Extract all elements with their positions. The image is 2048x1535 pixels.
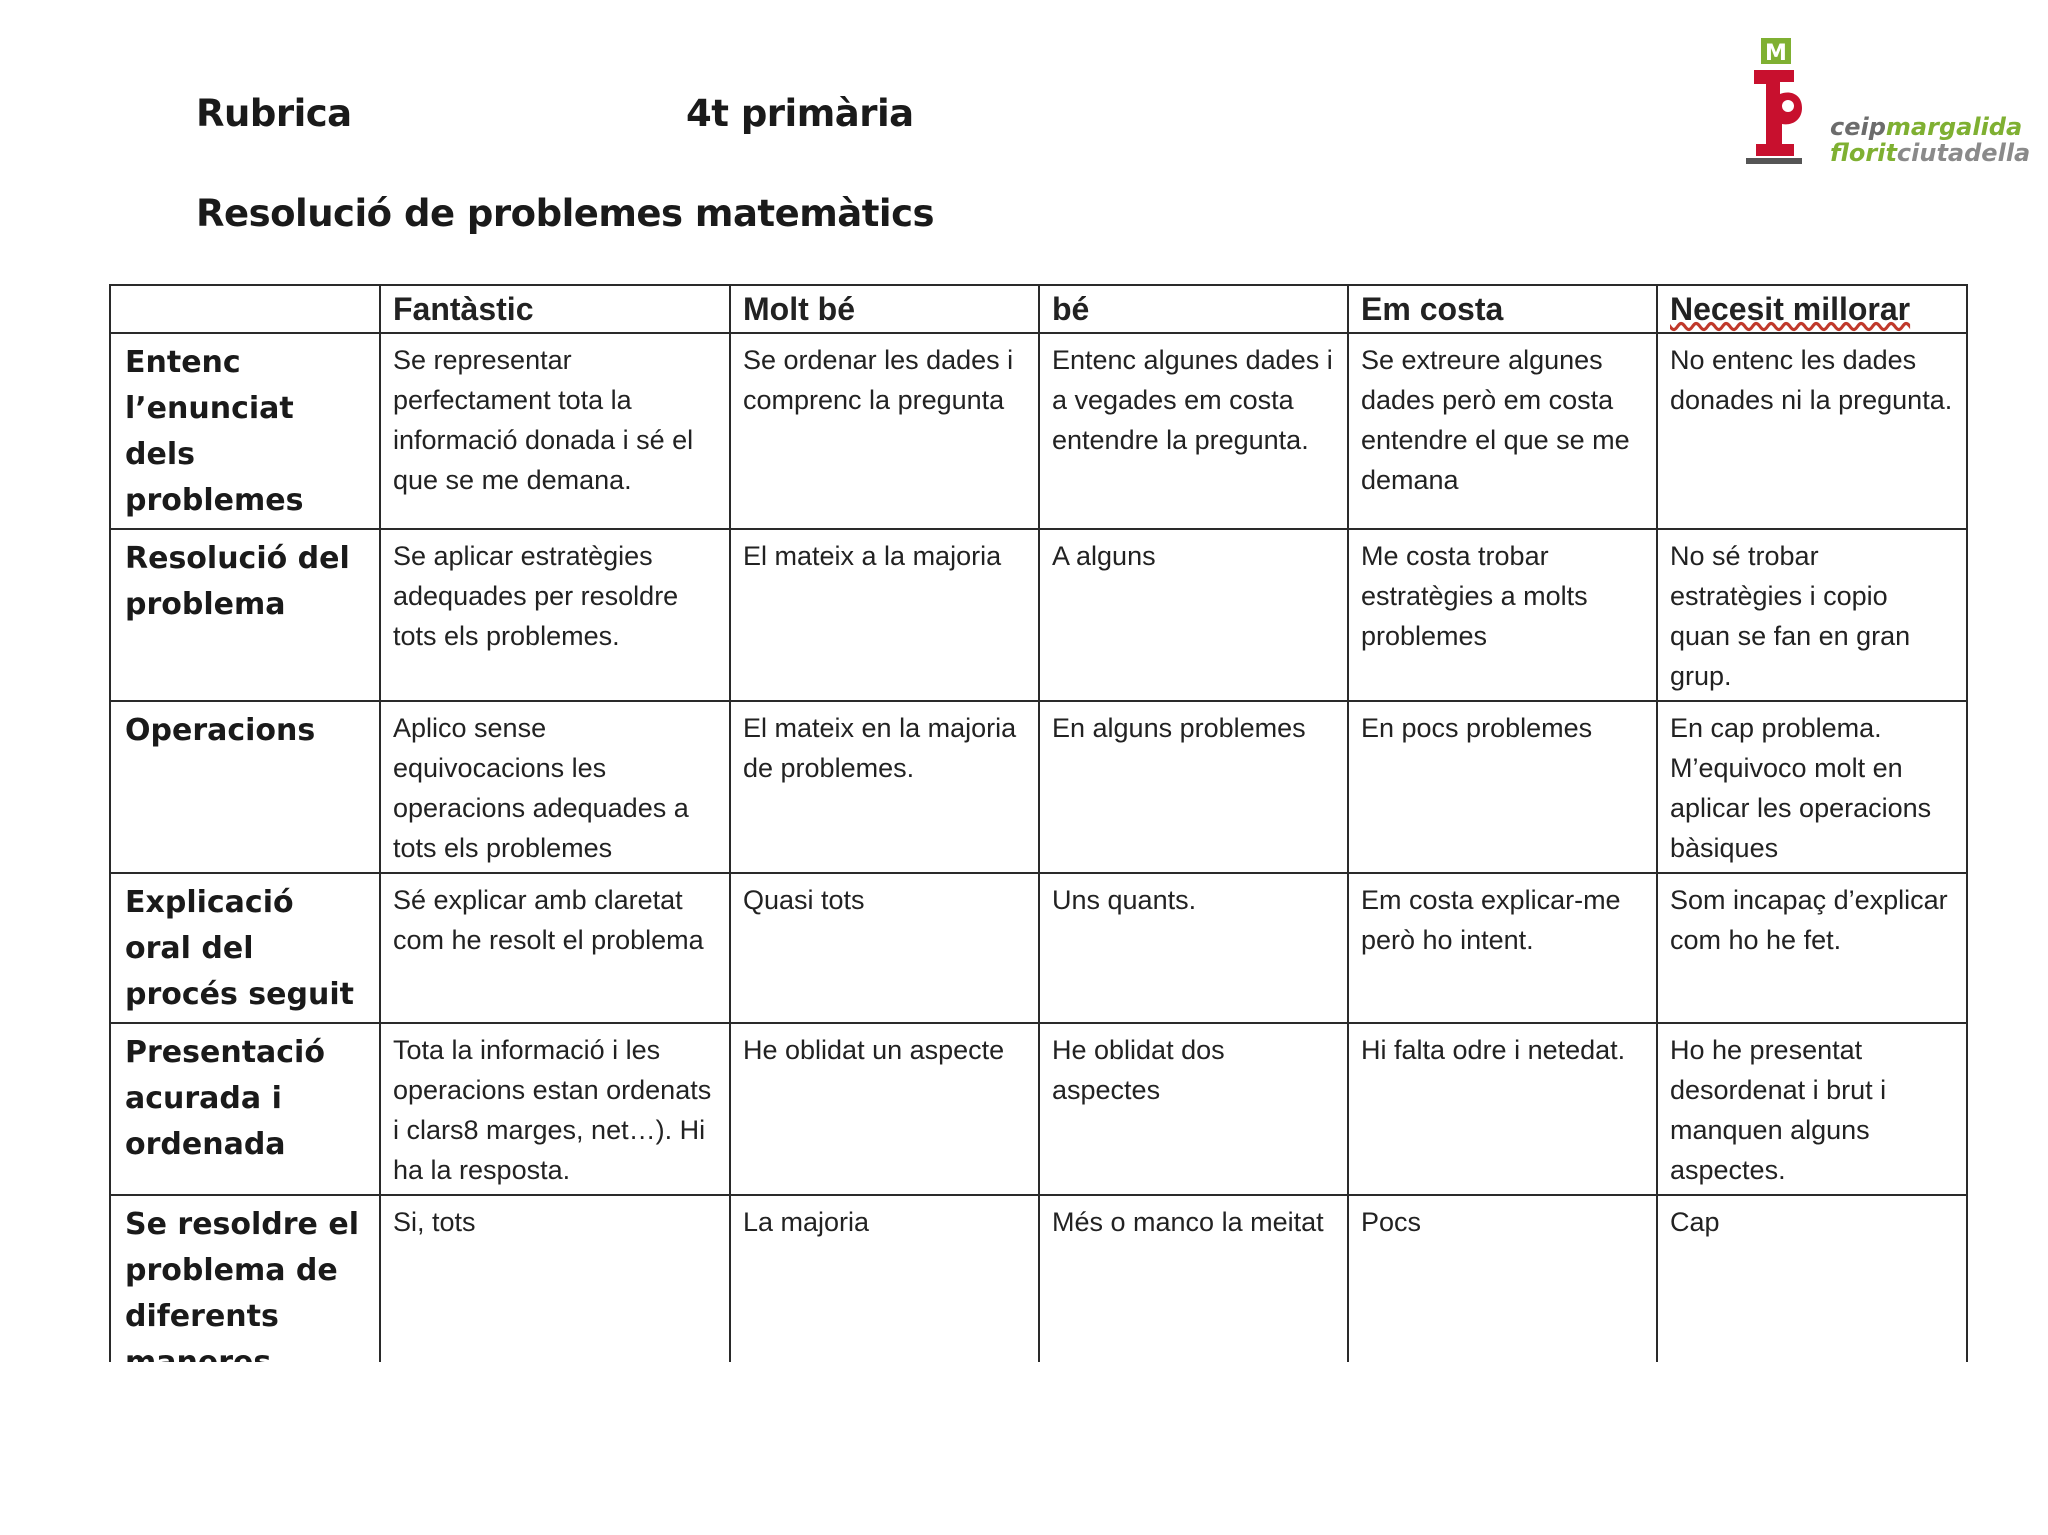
criterion-cell: Explicació oral del procés seguit bbox=[110, 873, 380, 1023]
logo-text-ciutadella: ciutadella bbox=[1896, 139, 2031, 167]
table-cell bbox=[380, 873, 730, 1023]
table-header-row bbox=[110, 285, 1967, 333]
criterion-cell: Entenc l’enunciat dels problemes bbox=[110, 333, 380, 529]
table-cell: Som incapaç d’explicar com ho he fet. bbox=[1657, 873, 1967, 1023]
table-cell: No sé trobar estratègies i copio quan se fan en gran grup. bbox=[1657, 529, 1967, 701]
logo-base bbox=[1746, 158, 1802, 164]
table-cell: Entenc algunes dades i a vegades em costa entendre la pregunta. bbox=[1039, 333, 1348, 529]
cell-text: Sé explicar amb claretat com he resolt el problema bbox=[393, 885, 704, 955]
logo-eye bbox=[1782, 100, 1794, 112]
table-cell: Se representar perfectament tota la informació donada i sé el que se me demana. bbox=[380, 333, 730, 529]
table-row bbox=[110, 333, 1967, 529]
table-cell: He oblidat un aspecte bbox=[730, 1023, 1039, 1195]
table-cell: El mateix a la majoria bbox=[730, 529, 1039, 701]
table-cell: En cap problema. M’equivoco molt en aplicar les operacions bàsiques bbox=[1657, 701, 1967, 873]
table-cell: Se aplicar estratègies adequades per resoldre tots els problemes. bbox=[380, 529, 730, 701]
column-header-fantastic: Fantàstic bbox=[380, 285, 730, 333]
document-subtitle: Resolució de problemes matemàtics bbox=[196, 192, 935, 235]
logo-text-florit: florit bbox=[1830, 139, 1897, 167]
table-cell: Cap bbox=[1657, 1195, 1967, 1391]
table-cell: Pocs bbox=[1348, 1195, 1657, 1391]
table-cell: Se extreure algunes dades però em costa entendre el que se me demana bbox=[1348, 333, 1657, 529]
table-cell: En pocs problemes bbox=[1348, 701, 1657, 873]
table-row bbox=[110, 529, 1967, 701]
column-header-necesit-millorar-text: Necesit millorar bbox=[1670, 291, 1911, 327]
criterion-cell: Se resoldre el problema de diferents bbox=[110, 1195, 380, 1391]
logo-text-ceip: ceip bbox=[1830, 113, 1886, 141]
table-cell: Ho he presentat desordenat i brut i manquen alguns aspectes. bbox=[1657, 1023, 1967, 1195]
table-row bbox=[110, 1023, 1967, 1195]
rubric-table bbox=[109, 284, 1968, 1522]
logo-red-figure bbox=[1754, 70, 1802, 156]
table-cell: He oblidat dos aspectes bbox=[1039, 1023, 1348, 1195]
table-cell: El mateix en la majoria de problemes. bbox=[730, 701, 1039, 873]
table-cell: La majoria bbox=[730, 1195, 1039, 1391]
table-cell: Quasi tots bbox=[730, 873, 1039, 1023]
criterion-cell: Presentació acurada i ordenada bbox=[110, 1023, 380, 1195]
document-title: Rubrica bbox=[196, 92, 352, 135]
table-cell: Aplico sense equivocacions les operacions adequades a tots els problemes bbox=[380, 701, 730, 873]
table-cell: No entenc les dades donades ni la pregunta. bbox=[1657, 333, 1967, 529]
table-row bbox=[110, 701, 1967, 873]
criterion-cell: Resolució del problema bbox=[110, 529, 380, 701]
column-header-blank bbox=[110, 285, 380, 333]
table-cell: Me costa trobar estratègies a molts problemes bbox=[1348, 529, 1657, 701]
table-cell: Hi falta odre i netedat. bbox=[1348, 1023, 1657, 1195]
table-row bbox=[110, 873, 1967, 1023]
school-name bbox=[1830, 114, 2030, 166]
table-cell: Se ordenar les dades i comprenc la pregunta bbox=[730, 333, 1039, 529]
criterion-cell: Operacions bbox=[110, 701, 380, 873]
table-cell: Si, tots bbox=[380, 1195, 730, 1391]
logo-letter: M bbox=[1765, 41, 1787, 66]
page-bottom-margin bbox=[0, 1362, 2048, 1535]
logo-text-margalida: margalida bbox=[1885, 113, 2023, 141]
table-cell: Més o manco la meitat bbox=[1039, 1195, 1348, 1391]
column-header-molt-be: Molt bé bbox=[730, 285, 1039, 333]
table-cell: Tota la informació i les operacions estan ordenats i clars8 marges, net…). Hi ha la resposta. bbox=[380, 1023, 730, 1195]
table-cell: Uns quants. bbox=[1039, 873, 1348, 1023]
grade-label: 4t primària bbox=[686, 92, 914, 135]
table-cell: En alguns problemes bbox=[1039, 701, 1348, 873]
table-cell: Em costa explicar-me però ho intent. bbox=[1348, 873, 1657, 1023]
column-header-necesit-millorar bbox=[1657, 285, 1967, 333]
column-header-be: bé bbox=[1039, 285, 1348, 333]
column-header-em-costa: Em costa bbox=[1348, 285, 1657, 333]
table-cell: A alguns bbox=[1039, 529, 1348, 701]
